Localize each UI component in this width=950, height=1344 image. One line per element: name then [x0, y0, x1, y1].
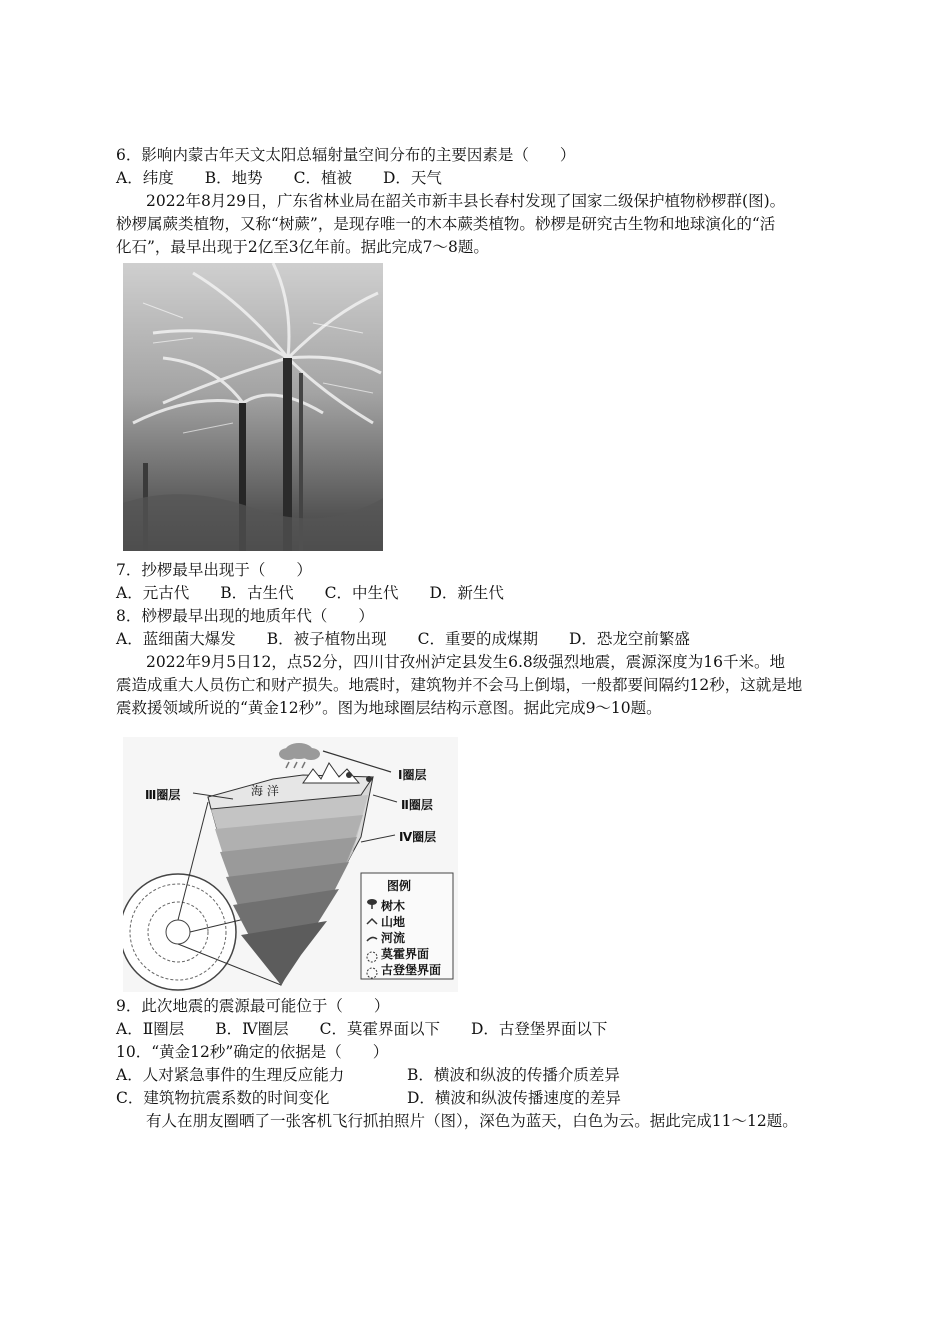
legend-item-moho: 莫霍界面	[381, 947, 430, 961]
q10-option-c: C．建筑物抗震系数的时间变化	[116, 1089, 330, 1107]
q8-question: 8．桫椤最早出现的地质年代（ ）	[116, 607, 374, 625]
passage-7-8-line1: 2022年8月29日，广东省林业局在韶关市新丰县长春村发现了国家二级保护植物桫椤群(图)。	[146, 192, 786, 210]
legend-item-river: 河流	[381, 931, 406, 945]
legend-item-tree: 树木	[381, 899, 406, 913]
ocean-label: 海 洋	[251, 784, 279, 798]
sphere-1-label: Ⅰ圈层	[398, 768, 427, 782]
passage-7-8-line3: 化石”，最早出现于2亿至3亿年前。据此完成7～8题。	[116, 238, 489, 256]
passage-7-8-line2: 桫椤属蕨类植物，又称“树蕨”，是现存唯一的木本蕨类植物。桫椤是研究古生物和地球演化的“活	[116, 215, 776, 233]
q6-question: 6．影响内蒙古年天文太阳总辐射量空间分布的主要因素是（ ）	[116, 146, 576, 164]
q10-option-a: A．人对紧急事件的生理反应能力	[116, 1066, 345, 1084]
q10-question: 10．“黄金12秒”确定的依据是（ ）	[116, 1043, 389, 1061]
q9-options: A．Ⅱ圈层 B．Ⅳ圈层 C．莫霍界面以下 D．古登堡界面以下	[116, 1020, 608, 1038]
tree-fern-photo	[123, 263, 383, 551]
legend-title: 图例	[387, 879, 412, 893]
q8-options: A．蓝细菌大爆发 B．被子植物出现 C．重要的成煤期 D．恐龙空前繁盛	[116, 630, 690, 648]
passage-11-12-line1: 有人在朋友圈晒了一张客机飞行抓拍照片（图），深色为蓝天，白色为云。据此完成11～12题。	[146, 1112, 798, 1130]
q7-options: A．元古代 B．古生代 C．中生代 D．新生代	[116, 584, 504, 602]
q10-option-d: D．横波和纵波传播速度的差异	[407, 1089, 621, 1107]
q7-question: 7．抄椤最早出现于（ ）	[116, 561, 312, 579]
legend-item-gutenberg: 古登堡界面	[381, 963, 442, 977]
q10-option-b: B．横波和纵波的传播介质差异	[407, 1066, 620, 1084]
earth-sphere-diagram	[123, 737, 458, 992]
sphere-2-label: Ⅱ圈层	[401, 798, 433, 812]
passage-9-10-line2: 震造成重大人员伤亡和财产损失。地震时，建筑物并不会马上倒塌，一般都要间隔约12秒，这就是地	[116, 676, 803, 694]
q6-options: A．纬度 B．地势 C．植被 D．天气	[116, 169, 442, 187]
sphere-3-label: Ⅲ圈层	[145, 788, 181, 802]
passage-9-10-line1: 2022年9月5日12，点52分，四川甘孜州泸定县发生6.8级强烈地震，震源深度为16千米。地	[146, 653, 785, 671]
sphere-4-label: Ⅳ圈层	[399, 830, 437, 844]
q9-question: 9．此次地震的震源最可能位于（ ）	[116, 997, 390, 1015]
passage-9-10-line3: 震救援领域所说的“黄金12秒”。图为地球圈层结构示意图。据此完成9～10题。	[116, 699, 662, 717]
legend-item-mountain: 山地	[381, 915, 406, 929]
